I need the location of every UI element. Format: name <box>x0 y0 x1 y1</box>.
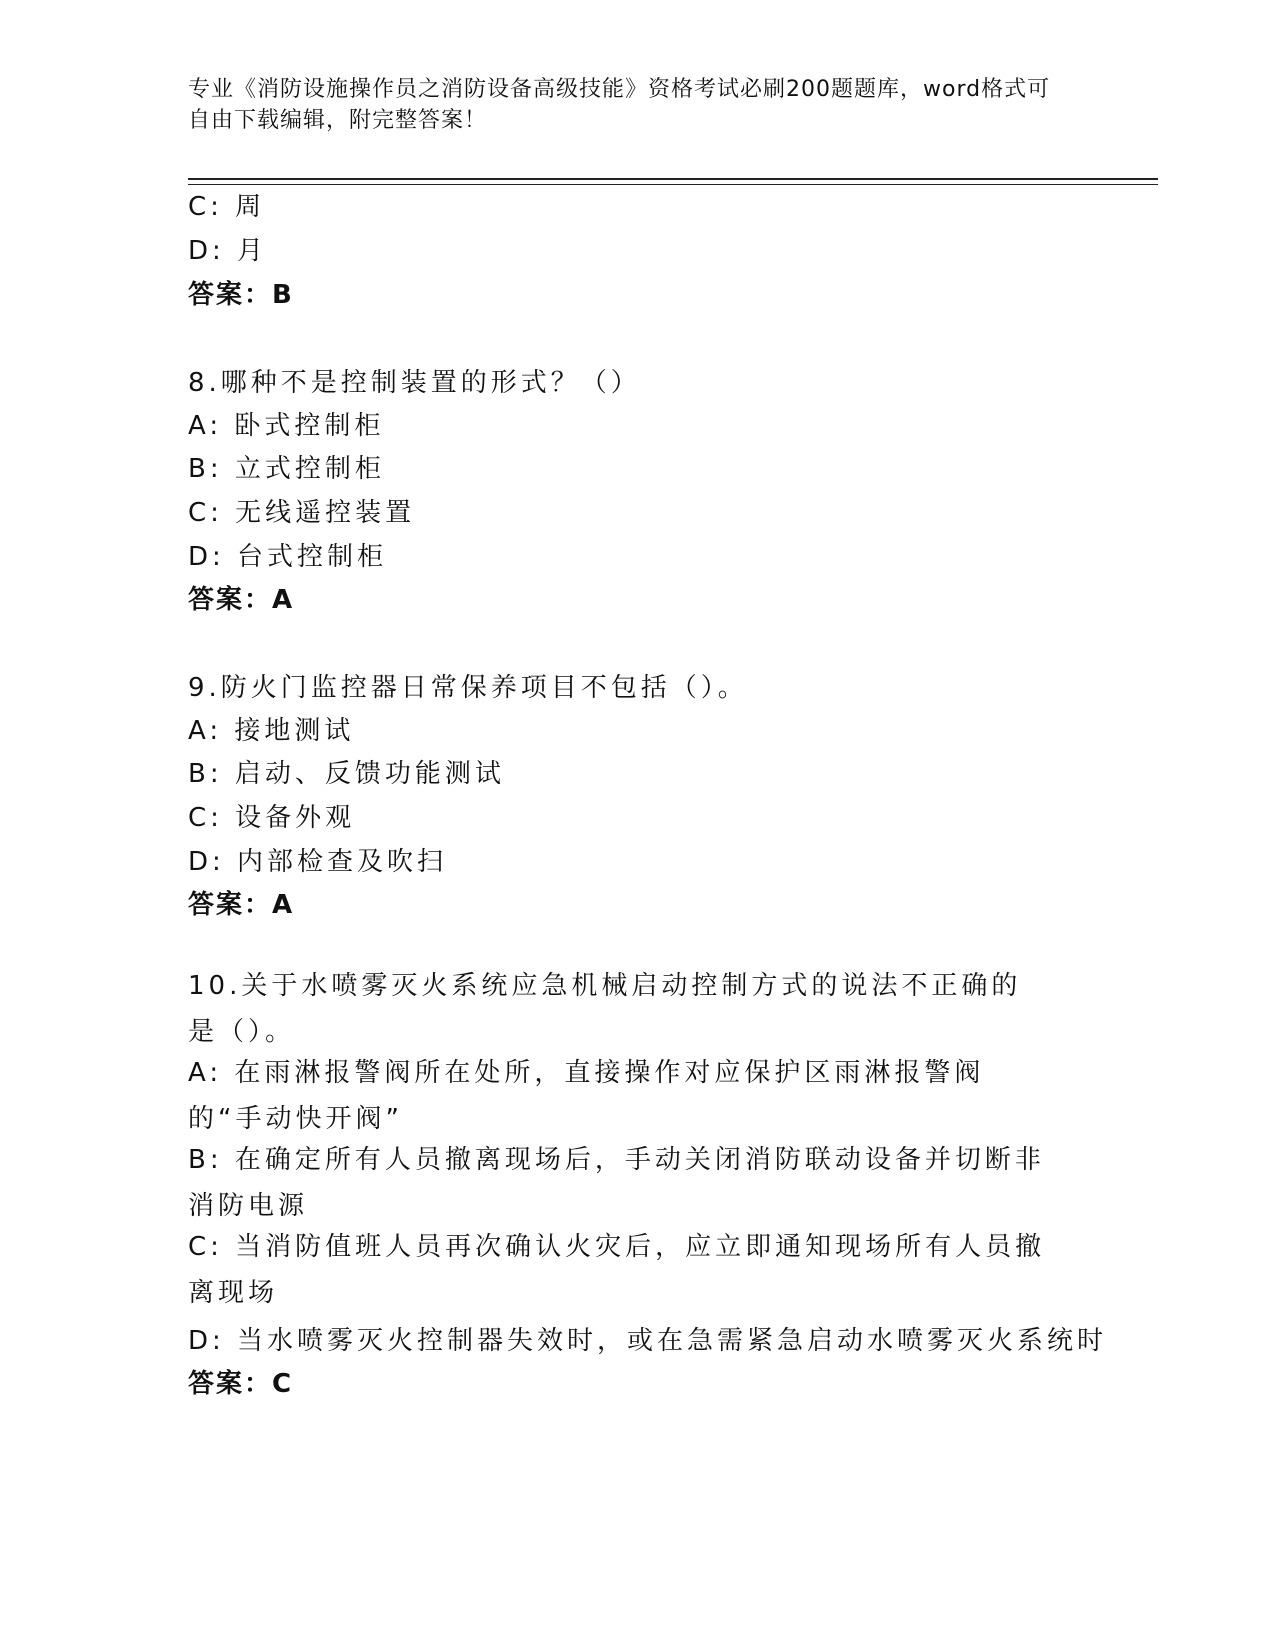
option-c: C: 周 <box>188 192 266 222</box>
option-d: D: 当水喷雾灭火控制器失效时，或在急需紧急启动水喷雾灭火系统时 <box>188 1326 1108 1356</box>
option-c: C: 设备外观 <box>188 803 356 833</box>
answer-label: 答案：A <box>188 585 295 615</box>
question-stem: 10.关于水喷雾灭火系统应急机械启动控制方式的说法不正确的是（）。 <box>188 971 1022 1047</box>
option-d: D: 台式控制柜 <box>188 542 388 572</box>
option-d: D: 月 <box>188 236 268 266</box>
option-a: A: 在雨淋报警阀所在处所，直接操作对应保护区雨淋报警阀的“手动快开阀” <box>188 1058 985 1134</box>
answer-label: 答案：C <box>188 1369 294 1399</box>
option-a: A: 接地测试 <box>188 716 355 746</box>
header-rule-thick <box>188 178 1158 180</box>
option-b: B: 立式控制柜 <box>188 454 385 484</box>
option-b: B: 在确定所有人员撤离现场后，手动关闭消防联动设备并切断非消防电源 <box>188 1145 1045 1221</box>
option-d: D: 内部检查及吹扫 <box>188 847 448 877</box>
answer-label: 答案：B <box>188 280 294 310</box>
option-c: C: 无线遥控装置 <box>188 498 416 528</box>
question-stem: 8.哪种不是控制装置的形式？（） <box>188 368 641 398</box>
option-b: B: 启动、反馈功能测试 <box>188 759 505 789</box>
question-stem: 9.防火门监控器日常保养项目不包括（）。 <box>188 673 748 703</box>
option-a: A: 卧式控制柜 <box>188 411 385 441</box>
answer-label: 答案：A <box>188 890 295 920</box>
header-rule-thin <box>188 184 1158 185</box>
document-header: 专业《消防设施操作员之消防设备高级技能》资格考试必刷200题题库，word格式可自由下载编辑，附完整答案！ <box>188 77 1051 133</box>
option-c: C: 当消防值班人员再次确认火灾后，应立即通知现场所有人员撤离现场 <box>188 1232 1046 1308</box>
